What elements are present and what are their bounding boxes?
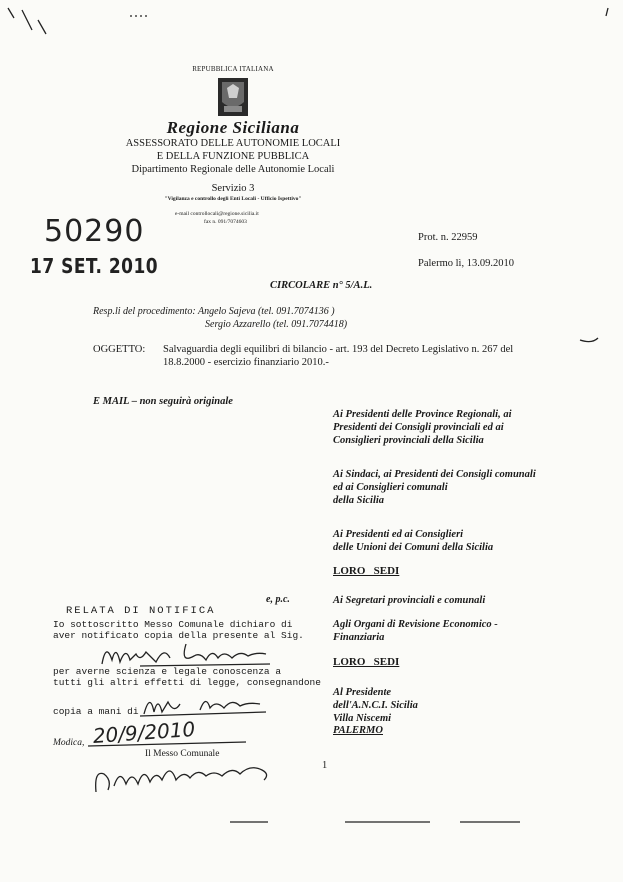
region-script-title: Regione Siciliana (166, 118, 300, 137)
assessorato-line-2: E DELLA FUNZIONE PUBBLICA (156, 151, 310, 162)
recipient-line: della Sicilia (333, 495, 385, 506)
relata-copia: copia a mani di (53, 706, 139, 717)
recipient-group-2 (333, 468, 536, 507)
cc-anci (333, 686, 418, 725)
palermo-label: PALERMO (333, 725, 383, 736)
oggetto-line-2: 18.8.2000 - esercizio finanziario 2010.- (163, 357, 329, 368)
recipient-line: ed ai Consiglieri comunali (333, 482, 448, 493)
received-date-stamp: 17 SET. 2010 (30, 255, 159, 279)
email-line: e-mail controllocali@regione.sicilia.it (175, 211, 259, 217)
cc-revisione (333, 618, 498, 644)
oggetto-line-1: Salvaguardia degli equilibri di bilancio - art. 193 del Decreto Legislativo n. 267 del (163, 344, 514, 355)
relata-line-2: aver notificato copia della presente al Sig. (53, 630, 304, 641)
ep-c-label: e, p.c. (266, 594, 290, 605)
handwritten-hand-signature (140, 690, 270, 720)
place-and-date: Palermo lì, 13.09.2010 (418, 258, 514, 269)
loro-sedi-1: LORO SEDI (333, 565, 400, 577)
recipient-line: Agli Organi di Revisione Economico - (333, 619, 498, 630)
handwritten-notification-date: 20/9/2010 (92, 716, 196, 748)
circolare-title: CIRCOLARE n° 5/A.L. (270, 280, 373, 291)
assessorato-line-1: ASSESSORATO DELLE AUTONOMIE LOCALI (125, 138, 341, 149)
recipient-line: Al Presidente (333, 687, 392, 698)
responsabili-line-1 (93, 306, 335, 317)
recipient-line: Ai Presidenti ed ai Consiglieri (333, 529, 464, 540)
responsabile-2: Sergio Azzarello (tel. 091.7074418) (205, 319, 348, 330)
recipient-line: Finanziaria (333, 632, 385, 643)
oggetto-label: OGGETTO: (93, 344, 146, 355)
service-line: Servizio 3 (211, 183, 255, 194)
handwritten-protocol-number: 50290 (44, 214, 145, 249)
page-number: 1 (322, 760, 328, 771)
fax-line: fax n. 091/7074603 (204, 219, 247, 225)
recipient-line: dell'A.N.C.I. Sicilia (333, 700, 418, 711)
responsabili-label: Resp.li del procedimento: (93, 306, 196, 317)
recipient-group-3 (333, 528, 493, 554)
recipient-line: Consiglieri provinciali della Sicilia (333, 435, 484, 446)
coat-of-arms-emblem (218, 78, 248, 116)
recipient-line: Presidenti dei Consigli provinciali ed ai (333, 422, 504, 433)
relata-title: RELATA DI NOTIFICA (66, 605, 216, 617)
recipient-group-1 (333, 408, 512, 447)
messo-comunale-label: Il Messo Comunale (145, 749, 220, 759)
loro-sedi-2: LORO SEDI (333, 656, 400, 668)
relata-modica: Modica, (53, 738, 85, 748)
responsabile-1: Angelo Sajeva (tel. 091.7074136 ) (197, 306, 335, 317)
handwritten-recipient-signature (100, 636, 280, 670)
department-line: Dipartimento Regionale delle Autonomie Locali (131, 164, 335, 175)
republic-label: REPUBBLICA ITALIANA (192, 65, 274, 73)
recipient-line: Ai Sindaci, ai Presidenti dei Consigli comunali (333, 469, 536, 480)
messo-signature (90, 756, 280, 798)
service-subtitle: "Vigilanza e controllo degli Enti Locali - Ufficio Ispettivo" (164, 196, 302, 202)
cc-secretaries: Ai Segretari provinciali e comunali (333, 595, 486, 606)
relata-line-4: tutti gli altri effetti di legge, consegnandone (53, 677, 321, 688)
recipient-line: delle Unioni dei Comuni della Sicilia (333, 542, 494, 553)
protocol-number: Prot. n. 22959 (418, 232, 478, 243)
relata-line-3: per averne scienza e legale conoscenza a (53, 666, 282, 677)
recipient-line: Villa Niscemi (333, 713, 392, 724)
relata-line-1: Io sottoscritto Messo Comunale dichiaro di (53, 619, 293, 630)
email-note: E MAIL – non seguirà originale (93, 396, 233, 407)
recipient-line: Ai Presidenti delle Province Regionali, ai (333, 409, 512, 420)
